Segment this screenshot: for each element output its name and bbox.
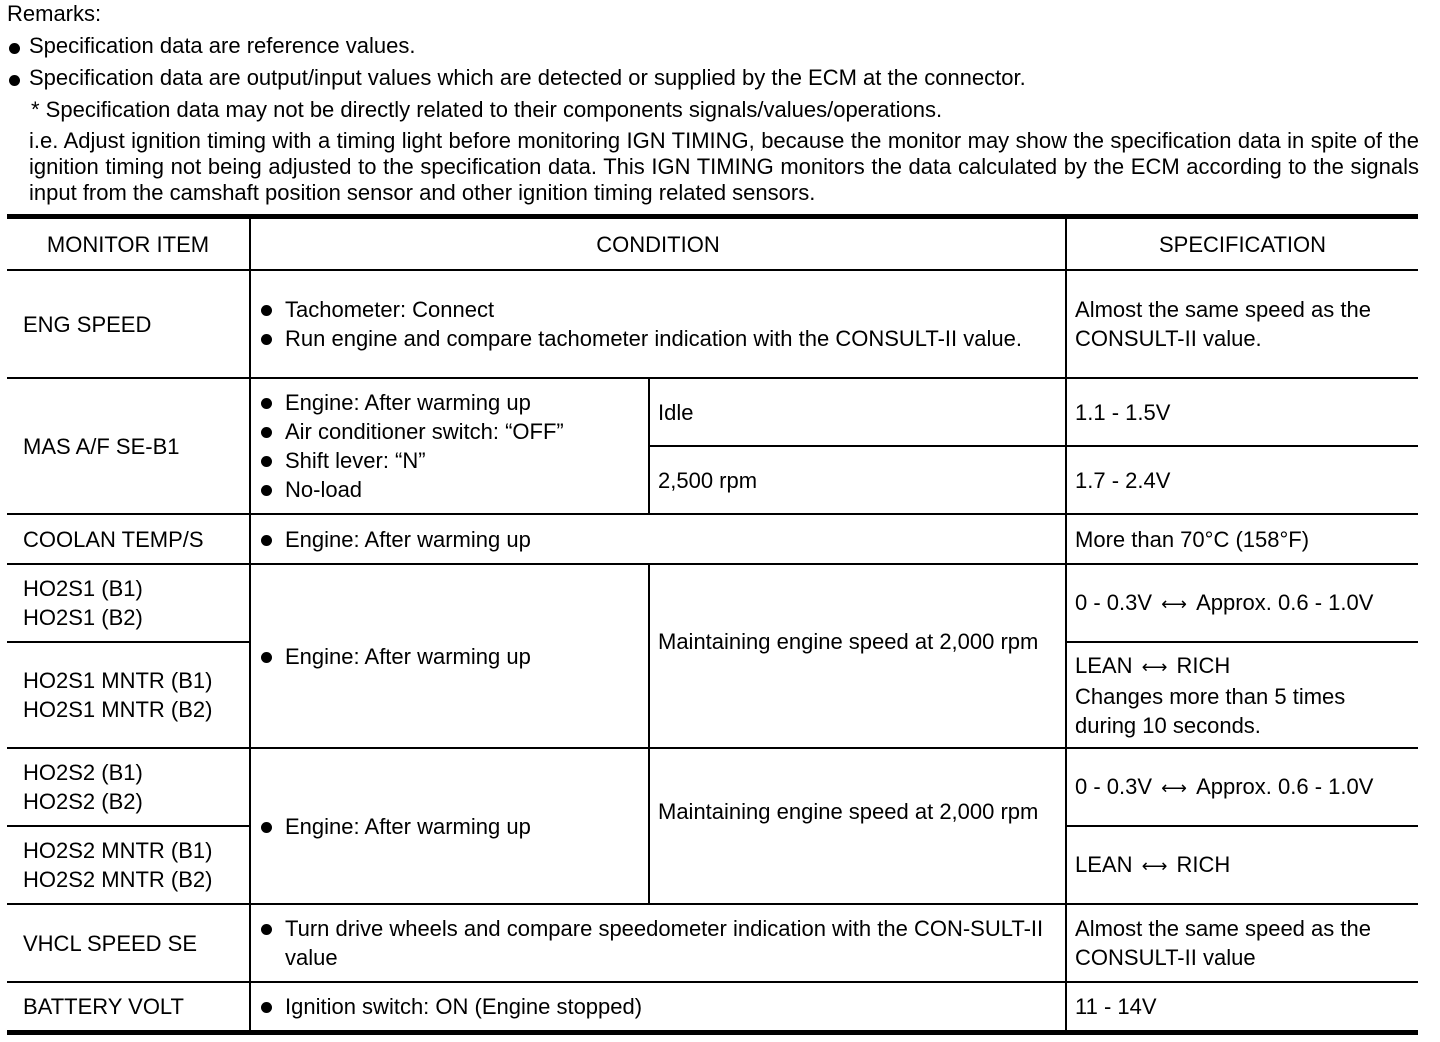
- condition-bullet: Shift lever: “N”: [259, 446, 640, 475]
- table-row: [7, 514, 1418, 564]
- bullet-icon: [261, 535, 272, 546]
- header-monitor-item: MONITOR ITEM: [7, 217, 250, 271]
- table-header-row: [7, 217, 1418, 271]
- subcondition-ho2s2: Maintaining engine speed at 2,000 rpm: [649, 748, 1066, 904]
- subcondition-2500: 2,500 rpm: [649, 446, 1066, 514]
- condition-bullet: Engine: After warming up: [259, 812, 640, 841]
- condition-mas-af: [250, 378, 649, 514]
- table-row: [7, 270, 1418, 378]
- item-ho2s1: HO2S1 (B1) HO2S1 (B2): [7, 564, 250, 642]
- condition-battery-volt: [250, 982, 1066, 1032]
- monitor-spec-table: [7, 214, 1418, 1035]
- condition-bullet: Tachometer: Connect: [259, 295, 1057, 324]
- spec-ho2s1-mntr: LEAN ⟷ RICH Changes more than 5 times during 10 seconds.: [1066, 642, 1418, 748]
- item-ho2s2: HO2S2 (B1) HO2S2 (B2): [7, 748, 250, 826]
- condition-bullet: No-load: [259, 475, 640, 504]
- spec-coolan-temp: More than 70°C (158°F): [1066, 514, 1418, 564]
- condition-bullet: Engine: After warming up: [259, 388, 640, 417]
- table-row: [7, 904, 1418, 982]
- table-row: [7, 378, 1418, 446]
- condition-eng-speed: [250, 270, 1066, 378]
- subcondition-idle: Idle: [649, 378, 1066, 446]
- header-condition: CONDITION: [250, 217, 1066, 271]
- remarks-heading: Remarks:: [7, 1, 102, 26]
- spec-eng-speed: Almost the same speed as the CONSULT-II value.: [1066, 270, 1418, 378]
- spec-ho2s1: 0 - 0.3V ⟷ Approx. 0.6 - 1.0V: [1066, 564, 1418, 642]
- condition-bullet: Engine: After warming up: [259, 525, 1057, 554]
- item-ho2s1-mntr: HO2S1 MNTR (B1) HO2S1 MNTR (B2): [7, 642, 250, 748]
- asterisk-note: * Specification data may not be directly related to their components signals/values/operations.: [31, 97, 943, 122]
- double-arrow-icon: ⟷: [1161, 593, 1187, 614]
- bullet-icon: [261, 924, 272, 935]
- bullet-icon: [261, 334, 272, 345]
- bullet-icon: [261, 652, 272, 663]
- item-coolan-temp: COOLAN TEMP/S: [7, 514, 250, 564]
- condition-ho2s2: [250, 748, 649, 904]
- bullet-icon: [9, 43, 20, 54]
- table-row: [7, 564, 1418, 642]
- header-specification: SPECIFICATION: [1066, 217, 1418, 271]
- item-mas-af: MAS A/F SE-B1: [7, 378, 250, 514]
- subcondition-ho2s1: Maintaining engine speed at 2,000 rpm: [649, 564, 1066, 748]
- remarks-bullet-1: Specification data are reference values.: [7, 32, 415, 60]
- spec-vhcl-speed: Almost the same speed as the CONSULT-II value: [1066, 904, 1418, 982]
- spec-mas-2500: 1.7 - 2.4V: [1066, 446, 1418, 514]
- remarks-bullet-2: Specification data are output/input values which are detected or supplied by the ECM at the connector.: [7, 64, 1026, 92]
- condition-bullet: Air conditioner switch: “OFF”: [259, 417, 640, 446]
- bullet-icon: [261, 1002, 272, 1013]
- item-battery-volt: BATTERY VOLT: [7, 982, 250, 1032]
- spec-mas-idle: 1.1 - 1.5V: [1066, 378, 1418, 446]
- bullet-icon: [261, 822, 272, 833]
- condition-bullet: Turn drive wheels and compare speedometer indication with the CON-SULT-II value: [259, 914, 1057, 972]
- bullet-icon: [9, 75, 20, 86]
- bullet-icon: [261, 427, 272, 438]
- item-vhcl-speed: VHCL SPEED SE: [7, 904, 250, 982]
- condition-bullet: Run engine and compare tachometer indication with the CONSULT-II value.: [259, 324, 1057, 353]
- condition-bullet: Ignition switch: ON (Engine stopped): [259, 992, 1057, 1021]
- ie-note: i.e. Adjust ignition timing with a timing light before monitoring IGN TIMING, because the monitor may show the specification data in spite of the ignition timing not being adjusted to the specification data. This IGN TIMING monitors the data calculated by the ECM according to the signals input from the camshaft position sensor and other ignition timing related sensors.: [29, 128, 1419, 205]
- condition-coolan-temp: [250, 514, 1066, 564]
- bullet-icon: [261, 398, 272, 409]
- spec-battery-volt: 11 - 14V: [1066, 982, 1418, 1032]
- bullet-icon: [261, 456, 272, 467]
- spec-ho2s2-mntr: LEAN ⟷ RICH: [1066, 826, 1418, 904]
- item-ho2s2-mntr: HO2S2 MNTR (B1) HO2S2 MNTR (B2): [7, 826, 250, 904]
- condition-bullet: Engine: After warming up: [259, 642, 640, 671]
- double-arrow-icon: ⟷: [1141, 855, 1168, 876]
- bullet-icon: [261, 305, 272, 316]
- spec-ho2s2: 0 - 0.3V ⟷ Approx. 0.6 - 1.0V: [1066, 748, 1418, 826]
- double-arrow-icon: ⟷: [1161, 777, 1187, 798]
- condition-ho2s1: [250, 564, 649, 748]
- item-eng-speed: ENG SPEED: [7, 270, 250, 378]
- condition-vhcl-speed: [250, 904, 1066, 982]
- double-arrow-icon: ⟷: [1141, 656, 1168, 677]
- table-row: [7, 748, 1418, 826]
- table-row: [7, 982, 1418, 1032]
- bullet-icon: [261, 485, 272, 496]
